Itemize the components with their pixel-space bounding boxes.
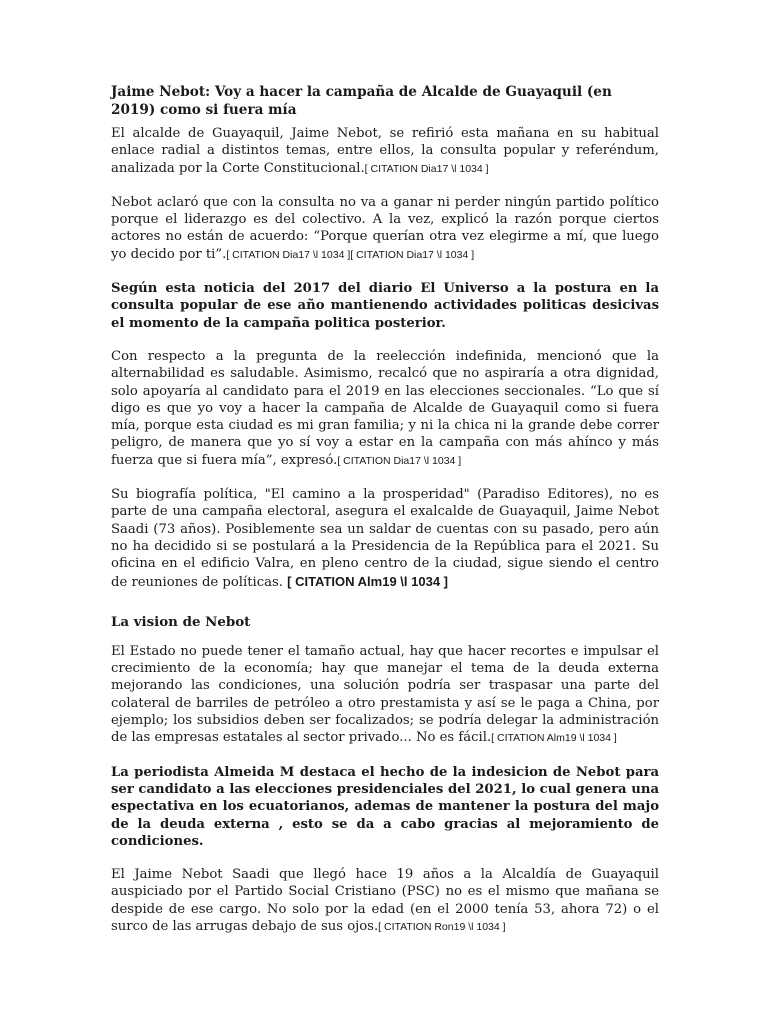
paragraph-6	[111, 643, 659, 748]
paragraph-text: El Jaime Nebot Saadi que llegó hace 19 años a la Alcaldía de Guayaquil auspiciado por el Partido Social Cristiano (PSC) no es el mismo que mañana se despide de ese cargo. No solo por la edad (en el 2000 tenía 53, ahora 72) o el surco de las arrugas debajo de sus ojos.	[111, 867, 659, 934]
paragraph-text: Según esta noticia del 2017 del diario El Universo a la postura en la consulta popular de ese año mantienendo actividades politicas desicivas el momento de la campaña politica posterior.	[111, 281, 659, 331]
citation-field: [ CITATION Ron19 \l 1034 ]	[378, 920, 506, 933]
citation-field: [ CITATION Dia17 \l 1034 ]	[337, 454, 462, 467]
paragraph-7	[111, 764, 659, 850]
paragraph-5	[111, 486, 659, 591]
paragraph-4	[111, 348, 659, 470]
paragraph-text: La periodista Almeida M destaca el hecho de la indesicion de Nebot para ser candidato a las elecciones presidenciales del 2021, lo cual genera una espectativa en los ecuatorianos, ademas de mantener la postura del majo de la deuda externa , esto se da a cabo gracias al mejoramiento de condiciones.	[111, 764, 659, 849]
paragraph-text: Nebot aclaró que con la consulta no va a ganar ni perder ningún partido político porque el liderazgo es del colectivo. A la vez, explicó la razón porque ciertos actores no están de acuerdo: “Porque querían otra vez elegirme a mí, que luego yo decido por ti”.	[111, 194, 659, 262]
paragraph-text: El alcalde de Guayaquil, Jaime Nebot, se refirió esta mañana en su habitual enlace radial a distintos temas, entre ellos, la consulta popular y referéndum, analizada por la Corte Constitucional.	[111, 126, 659, 176]
paragraph-text: Con respecto a la pregunta de la reelección indefinida, mencionó que la alternabilidad es saludable. Asimismo, recalcó que no aspiraría a otra dignidad, solo apoyaría al candidato para el 2019 en las elecciones seccionales. “Lo que sí digo es que yo voy a hacer la campaña de Alcalde de Guayaquil como si fuera mía, porque esta ciudad es mi gran familia; y ni la chica ni la grande debe correr peligro, de manera que yo sí voy a estar en la campaña con más ahínco y más fuerza que si fuera mía”, expresó.	[111, 348, 659, 468]
paragraph-text: El Estado no puede tener el tamaño actual, hay que hacer recortes e impulsar el crecimiento de la economía; hay que manejar el tema de la deuda externa mejorando las condiciones, una solución podría ser traspasar una parte del colateral de barriles de petróleo a otro prestamista y así se le paga a China, por ejemplo; los subsidios deben ser focalizados; se podría delegar la administración de las empresas estatales al sector privado... No es fácil.	[111, 643, 659, 746]
paragraph-3	[111, 280, 659, 332]
citation-field: [ CITATION Dia17 \l 1034 ]	[364, 162, 489, 175]
citation-field: [ CITATION Alm19 \l 1034 ]	[287, 573, 448, 589]
paragraph-1	[111, 125, 659, 178]
section-heading: La vision de Nebot	[111, 613, 251, 630]
document-title: Jaime Nebot: Voy a hacer la campaña de Alcalde de Guayaquil (en 2019) como si fuera mía	[111, 84, 612, 118]
paragraph-8	[111, 866, 659, 936]
citation-field: [ CITATION Dia17 \l 1034 ][ CITATION Dia17 \l 1034 ]	[226, 248, 475, 261]
citation-field: [ CITATION Alm19 \l 1034 ]	[491, 732, 617, 745]
paragraph-text: Su biografía política, "El camino a la prosperidad" (Paradiso Editores), no es parte de una campaña electoral, asegura el exalcalde de Guayaquil, Jaime Nebot Saadi (73 años). Posiblemente sea un saldar de cuentas con su pasado, pero aún no ha decidido si se postulará a la Presidencia de la República para el 2021. Su oficina en el edificio Valra, en pleno centro de la ciudad, sigue siendo el centro de reuniones de políticas.	[111, 487, 659, 590]
paragraph-2	[111, 194, 659, 264]
